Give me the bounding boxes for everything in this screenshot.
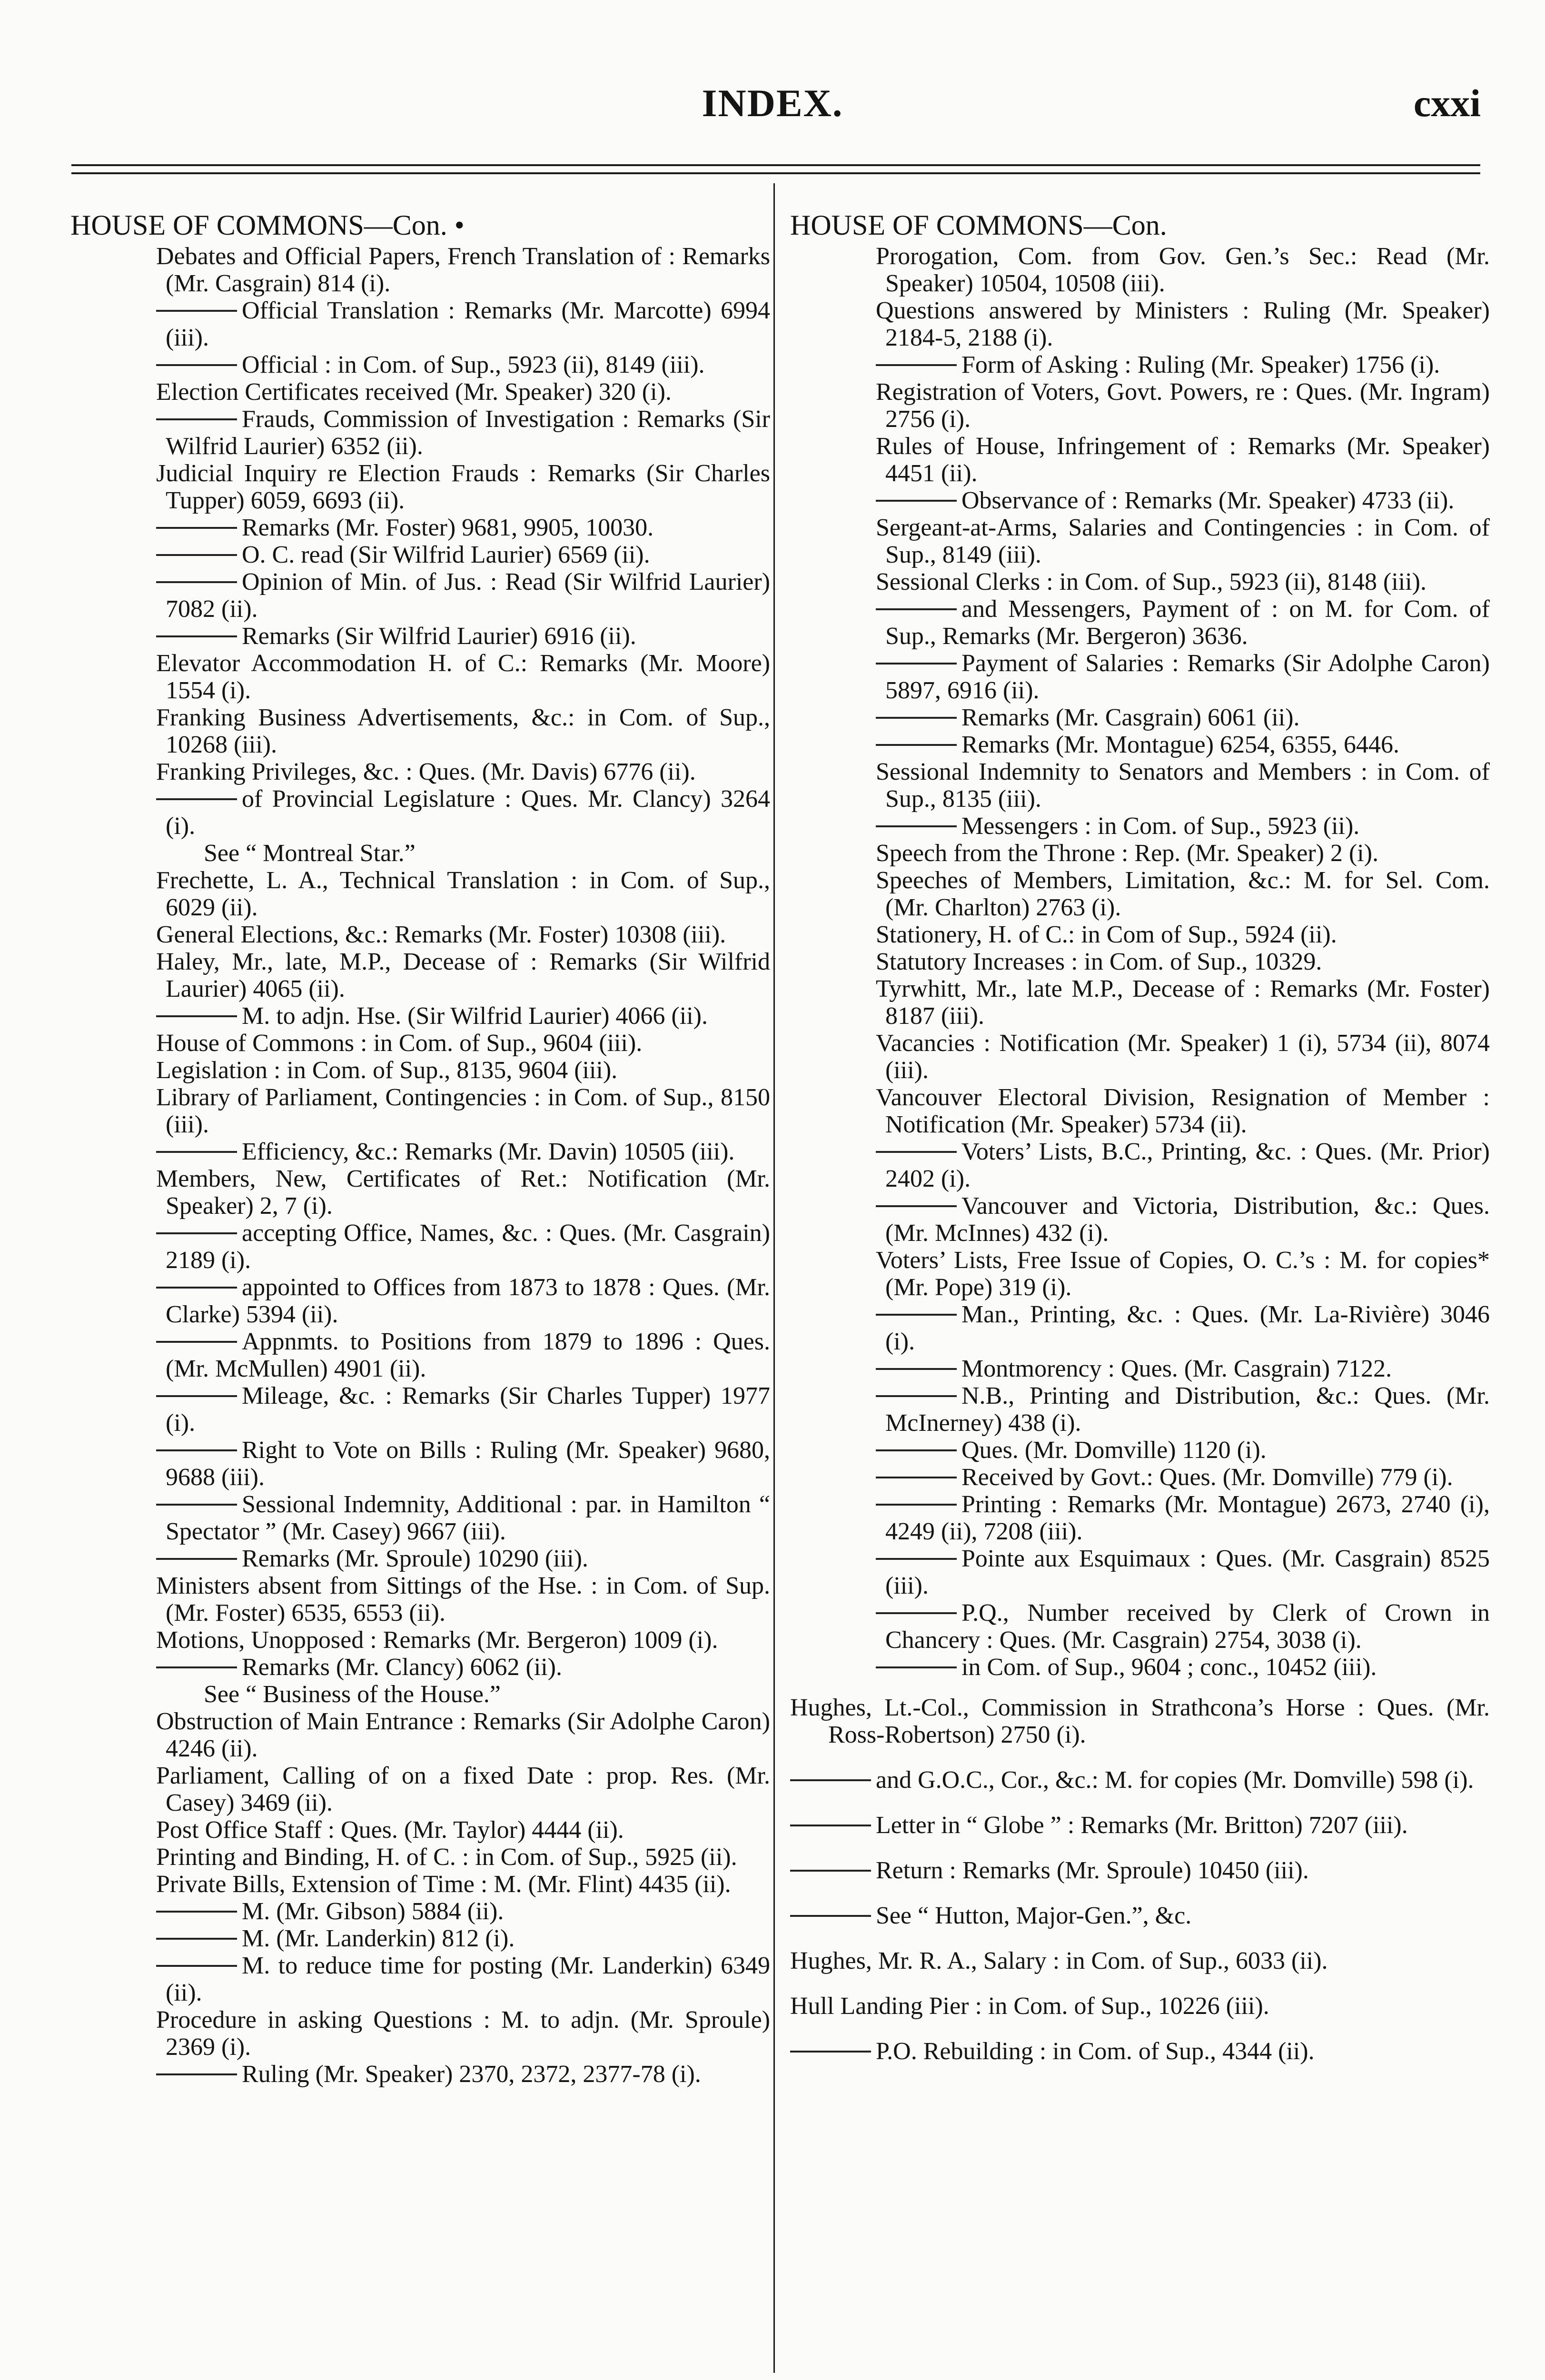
index-entry: Debates and Official Papers, French Translation of : Remarks (Mr. Casgrain) 814 (i). bbox=[156, 243, 770, 297]
index-entry: Sergeant-at-Arms, Salaries and Contingencies : in Com. of Sup., 8149 (iii). bbox=[876, 514, 1490, 568]
em-dash-rule bbox=[156, 1965, 237, 1967]
index-entry: Members, New, Certificates of Ret.: Notification (Mr. Speaker) 2, 7 (i). bbox=[156, 1165, 770, 1220]
index-heading-subentry: Letter in “ Globe ” : Remarks (Mr. Britton) 7207 (iii). bbox=[790, 1812, 1490, 1839]
em-dash-rule bbox=[156, 1151, 237, 1153]
index-entry: Legislation : in Com. of Sup., 8135, 9604 (iii). bbox=[156, 1057, 618, 1084]
page-title: INDEX. bbox=[702, 81, 843, 125]
em-dash-rule bbox=[156, 364, 237, 366]
em-dash-rule bbox=[156, 581, 237, 583]
em-dash-rule bbox=[156, 1232, 237, 1234]
em-dash-rule bbox=[790, 1825, 871, 1826]
index-subentry: Messengers : in Com. of Sup., 5923 (ii). bbox=[847, 813, 1490, 840]
em-dash-rule bbox=[156, 1666, 237, 1668]
index-entry: Sessional Clerks : in Com. of Sup., 5923 (ii), 8148 (iii). bbox=[876, 568, 1426, 595]
em-dash-rule bbox=[790, 2051, 871, 2053]
index-entry: Speech from the Throne : Rep. (Mr. Speaker) 2 (i). bbox=[876, 840, 1379, 867]
index-entry: Questions answered by Ministers : Ruling (Mr. Speaker) 2184-5, 2188 (i). bbox=[876, 297, 1490, 351]
em-dash-rule bbox=[876, 825, 957, 827]
right-column bbox=[790, 209, 1490, 2065]
index-entry: Elevator Accommodation H. of C.: Remarks (Mr. Moore) 1554 (i). bbox=[156, 650, 770, 704]
em-dash-rule bbox=[156, 527, 237, 529]
index-entry: Frechette, L. A., Technical Translation : in Com. of Sup., 6029 (ii). bbox=[156, 867, 770, 921]
index-subentry: Right to Vote on Bills : Ruling (Mr. Speaker) 9680, 9688 (iii). bbox=[128, 1437, 770, 1491]
index-heading-entry: Hughes, Lt.-Col., Commission in Strathcona’s Horse : Ques. (Mr. Ross-Robertson) 2750 (i). bbox=[790, 1694, 1490, 1748]
em-dash-rule bbox=[156, 310, 237, 312]
index-entry: Election Certificates received (Mr. Speaker) 320 (i). bbox=[156, 378, 672, 406]
header-rule-top bbox=[71, 164, 1480, 166]
index-entry: Vancouver Electoral Division, Resignation of Member : Notification (Mr. Speaker) 5734 (ii). bbox=[876, 1084, 1490, 1138]
index-entry: Registration of Voters, Govt. Powers, re : Ques. (Mr. Ingram) 2756 (i). bbox=[876, 378, 1490, 433]
column-divider bbox=[773, 183, 775, 2373]
em-dash-rule bbox=[790, 1870, 871, 1872]
index-entry: House of Commons : in Com. of Sup., 9604 (iii). bbox=[156, 1030, 643, 1057]
index-entry: Franking Privileges, &c. : Ques. (Mr. Davis) 6776 (ii). bbox=[156, 758, 696, 785]
em-dash-rule bbox=[156, 1015, 237, 1017]
index-entry: Haley, Mr., late, M.P., Decease of : Remarks (Sir Wilfrid Laurier) 4065 (ii). bbox=[156, 948, 770, 1002]
em-dash-rule bbox=[876, 1612, 957, 1614]
index-subentry: Remarks (Mr. Montague) 6254, 6355, 6446. bbox=[847, 731, 1490, 758]
index-subentry: M. (Mr. Landerkin) 812 (i). bbox=[128, 1925, 770, 1952]
index-subentry: of Provincial Legislature : Ques. Mr. Clancy) 3264 (i). bbox=[128, 785, 770, 840]
em-dash-rule bbox=[876, 364, 957, 366]
index-subentry: Vancouver and Victoria, Distribution, &c.: Ques. (Mr. McInnes) 432 (i). bbox=[847, 1192, 1490, 1247]
running-head bbox=[0, 81, 1545, 138]
em-dash-rule bbox=[876, 1477, 957, 1478]
index-subentry: Observance of : Remarks (Mr. Speaker) 4733 (ii). bbox=[847, 487, 1490, 514]
em-dash-rule bbox=[876, 1205, 957, 1207]
see-reference: See “ Business of the House.” bbox=[204, 1681, 501, 1708]
index-subentry: O. C. read (Sir Wilfrid Laurier) 6569 (ii). bbox=[128, 541, 770, 568]
index-subentry: Ques. (Mr. Domville) 1120 (i). bbox=[847, 1437, 1490, 1464]
em-dash-rule bbox=[876, 663, 957, 664]
em-dash-rule bbox=[876, 608, 957, 610]
index-entry: Printing and Binding, H. of C. : in Com. of Sup., 5925 (ii). bbox=[156, 1844, 737, 1871]
em-dash-rule bbox=[876, 744, 957, 746]
em-dash-rule bbox=[876, 717, 957, 719]
index-entry: Vacancies : Notification (Mr. Speaker) 1 (i), 5734 (ii), 8074 (iii). bbox=[876, 1030, 1490, 1084]
index-heading-subentry: See “ Hutton, Major-Gen.”, &c. bbox=[790, 1902, 1490, 1929]
index-entry: Rules of House, Infringement of : Remarks (Mr. Speaker) 4451 (ii). bbox=[876, 433, 1490, 487]
index-subentry: Form of Asking : Ruling (Mr. Speaker) 1756 (i). bbox=[847, 351, 1490, 378]
index-subentry: N.B., Printing and Distribution, &c.: Ques. (Mr. McInerney) 438 (i). bbox=[847, 1382, 1490, 1437]
column-heading: HOUSE OF COMMONS—Con. bbox=[790, 209, 1167, 241]
em-dash-rule bbox=[156, 635, 237, 637]
em-dash-rule bbox=[790, 1915, 871, 1917]
left-column bbox=[70, 209, 770, 2088]
index-entry: Speeches of Members, Limitation, &c.: M. for Sel. Com. (Mr. Charlton) 2763 (i). bbox=[876, 867, 1490, 921]
index-entry: Obstruction of Main Entrance : Remarks (Sir Adolphe Caron) 4246 (ii). bbox=[156, 1708, 770, 1762]
em-dash-rule bbox=[876, 500, 957, 502]
index-subentry: Ruling (Mr. Speaker) 2370, 2372, 2377-78 (i). bbox=[128, 2061, 770, 2088]
em-dash-rule bbox=[156, 2073, 237, 2075]
index-subentry: Remarks (Mr. Clancy) 6062 (ii). bbox=[128, 1654, 770, 1681]
em-dash-rule bbox=[156, 554, 237, 556]
index-subentry: Appnmts. to Positions from 1879 to 1896 : Ques. (Mr. McMullen) 4901 (ii). bbox=[128, 1328, 770, 1382]
em-dash-rule bbox=[156, 1911, 237, 1913]
column-heading: HOUSE OF COMMONS—Con. • bbox=[70, 209, 465, 241]
index-subentry: Payment of Salaries : Remarks (Sir Adolphe Caron) 5897, 6916 (ii). bbox=[847, 650, 1490, 704]
index-heading-entry: Hull Landing Pier : in Com. of Sup., 10226 (iii). bbox=[790, 1993, 1269, 2020]
index-subentry: Remarks (Mr. Foster) 9681, 9905, 10030. bbox=[128, 514, 770, 541]
em-dash-rule bbox=[156, 1938, 237, 1940]
index-heading-subentry: Return : Remarks (Mr. Sproule) 10450 (iii). bbox=[790, 1857, 1490, 1884]
index-subentry: Man., Printing, &c. : Ques. (Mr. La-Rivière) 3046 (i). bbox=[847, 1301, 1490, 1355]
index-heading-subentry: P.O. Rebuilding : in Com. of Sup., 4344 (ii). bbox=[790, 2038, 1490, 2065]
index-entry: Franking Business Advertisements, &c.: in Com. of Sup., 10268 (iii). bbox=[156, 704, 770, 758]
index-subentry: Received by Govt.: Ques. (Mr. Domville) 779 (i). bbox=[847, 1464, 1490, 1491]
index-subentry: Mileage, &c. : Remarks (Sir Charles Tupper) 1977 (i). bbox=[128, 1382, 770, 1437]
em-dash-rule bbox=[156, 1558, 237, 1560]
index-subentry: Remarks (Mr. Sproule) 10290 (iii). bbox=[128, 1545, 770, 1572]
index-subentry: Remarks (Mr. Casgrain) 6061 (ii). bbox=[847, 704, 1490, 731]
index-heading-subentry: and G.O.C., Cor., &c.: M. for copies (Mr. Domville) 598 (i). bbox=[790, 1766, 1490, 1794]
em-dash-rule bbox=[156, 798, 237, 800]
index-subentry: Official : in Com. of Sup., 5923 (ii), 8149 (iii). bbox=[128, 351, 770, 378]
index-subentry: accepting Office, Names, &c. : Ques. (Mr. Casgrain) 2189 (i). bbox=[128, 1220, 770, 1274]
em-dash-rule bbox=[156, 418, 237, 420]
index-entry: Post Office Staff : Ques. (Mr. Taylor) 4444 (ii). bbox=[156, 1816, 624, 1844]
index-subentry: Remarks (Sir Wilfrid Laurier) 6916 (ii). bbox=[128, 623, 770, 650]
em-dash-rule bbox=[876, 1151, 957, 1153]
index-entry: Voters’ Lists, Free Issue of Copies, O. C.’s : M. for copies* (Mr. Pope) 319 (i). bbox=[876, 1247, 1490, 1301]
index-subentry: Pointe aux Esquimaux : Ques. (Mr. Casgrain) 8525 (iii). bbox=[847, 1545, 1490, 1599]
page-number: cxxi bbox=[1413, 81, 1481, 125]
index-subentry: Printing : Remarks (Mr. Montague) 2673, 2740 (i), 4249 (ii), 7208 (iii). bbox=[847, 1491, 1490, 1545]
index-subentry: Official Translation : Remarks (Mr. Marcotte) 6994 (iii). bbox=[128, 297, 770, 351]
index-entry: Prorogation, Com. from Gov. Gen.’s Sec.: Read (Mr. Speaker) 10504, 10508 (iii). bbox=[876, 243, 1490, 297]
index-entry: General Elections, &c.: Remarks (Mr. Foster) 10308 (iii). bbox=[156, 921, 726, 948]
index-entry: Ministers absent from Sittings of the Hse. : in Com. of Sup. (Mr. Foster) 6535, 6553 (ii). bbox=[156, 1572, 770, 1626]
em-dash-rule bbox=[876, 1368, 957, 1370]
index-subentry: Efficiency, &c.: Remarks (Mr. Davin) 10505 (iii). bbox=[128, 1138, 770, 1165]
em-dash-rule bbox=[790, 1779, 871, 1781]
index-entry: Stationery, H. of C.: in Com of Sup., 5924 (ii). bbox=[876, 921, 1337, 948]
index-entry: Statutory Increases : in Com. of Sup., 10329. bbox=[876, 948, 1322, 975]
index-subentry: appointed to Offices from 1873 to 1878 : Ques. (Mr. Clarke) 5394 (ii). bbox=[128, 1274, 770, 1328]
index-subentry: and Messengers, Payment of : on M. for Com. of Sup., Remarks (Mr. Bergeron) 3636. bbox=[847, 595, 1490, 650]
em-dash-rule bbox=[876, 1558, 957, 1560]
index-entry: Sessional Indemnity to Senators and Members : in Com. of Sup., 8135 (iii). bbox=[876, 758, 1490, 813]
index-subentry: Opinion of Min. of Jus. : Read (Sir Wilfrid Laurier) 7082 (ii). bbox=[128, 568, 770, 623]
index-entry: Private Bills, Extension of Time : M. (Mr. Flint) 4435 (ii). bbox=[156, 1871, 731, 1898]
em-dash-rule bbox=[156, 1449, 237, 1451]
em-dash-rule bbox=[156, 1341, 237, 1343]
index-entry: Judicial Inquiry re Election Frauds : Remarks (Sir Charles Tupper) 6059, 6693 (ii). bbox=[156, 460, 770, 514]
index-subentry: Frauds, Commission of Investigation : Remarks (Sir Wilfrid Laurier) 6352 (ii). bbox=[128, 406, 770, 460]
em-dash-rule bbox=[876, 1314, 957, 1316]
em-dash-rule bbox=[876, 1449, 957, 1451]
index-subentry: Sessional Indemnity, Additional : par. in Hamilton “ Spectator ” (Mr. Casey) 9667 (iii). bbox=[128, 1491, 770, 1545]
index-subentry: M. to reduce time for posting (Mr. Landerkin) 6349 (ii). bbox=[128, 1952, 770, 2006]
index-subentry: in Com. of Sup., 9604 ; conc., 10452 (iii). bbox=[847, 1654, 1490, 1681]
index-subentry: Voters’ Lists, B.C., Printing, &c. : Ques. (Mr. Prior) 2402 (i). bbox=[847, 1138, 1490, 1192]
em-dash-rule bbox=[156, 1287, 237, 1289]
see-reference: See “ Montreal Star.” bbox=[204, 840, 416, 867]
index-subentry: M. (Mr. Gibson) 5884 (ii). bbox=[128, 1898, 770, 1925]
index-entry: Motions, Unopposed : Remarks (Mr. Bergeron) 1009 (i). bbox=[156, 1626, 718, 1654]
index-subentry: P.Q., Number received by Clerk of Crown in Chancery : Ques. (Mr. Casgrain) 2754, 3038 (i). bbox=[847, 1599, 1490, 1654]
index-entry: Library of Parliament, Contingencies : in Com. of Sup., 8150 (iii). bbox=[156, 1084, 770, 1138]
index-entry: Procedure in asking Questions : M. to adjn. (Mr. Sproule) 2369 (i). bbox=[156, 2006, 770, 2061]
em-dash-rule bbox=[156, 1395, 237, 1397]
em-dash-rule bbox=[876, 1666, 957, 1668]
index-entry: Tyrwhitt, Mr., late M.P., Decease of : Remarks (Mr. Foster) 8187 (iii). bbox=[876, 975, 1490, 1030]
em-dash-rule bbox=[876, 1395, 957, 1397]
index-subentry: M. to adjn. Hse. (Sir Wilfrid Laurier) 4066 (ii). bbox=[128, 1002, 770, 1030]
em-dash-rule bbox=[876, 1504, 957, 1506]
index-subentry: Montmorency : Ques. (Mr. Casgrain) 7122. bbox=[847, 1355, 1490, 1382]
header-rule-bottom bbox=[71, 172, 1480, 174]
index-heading-entry: Hughes, Mr. R. A., Salary : in Com. of Sup., 6033 (ii). bbox=[790, 1947, 1328, 1974]
index-entry: Parliament, Calling of on a fixed Date : prop. Res. (Mr. Casey) 3469 (ii). bbox=[156, 1762, 770, 1816]
em-dash-rule bbox=[156, 1504, 237, 1506]
